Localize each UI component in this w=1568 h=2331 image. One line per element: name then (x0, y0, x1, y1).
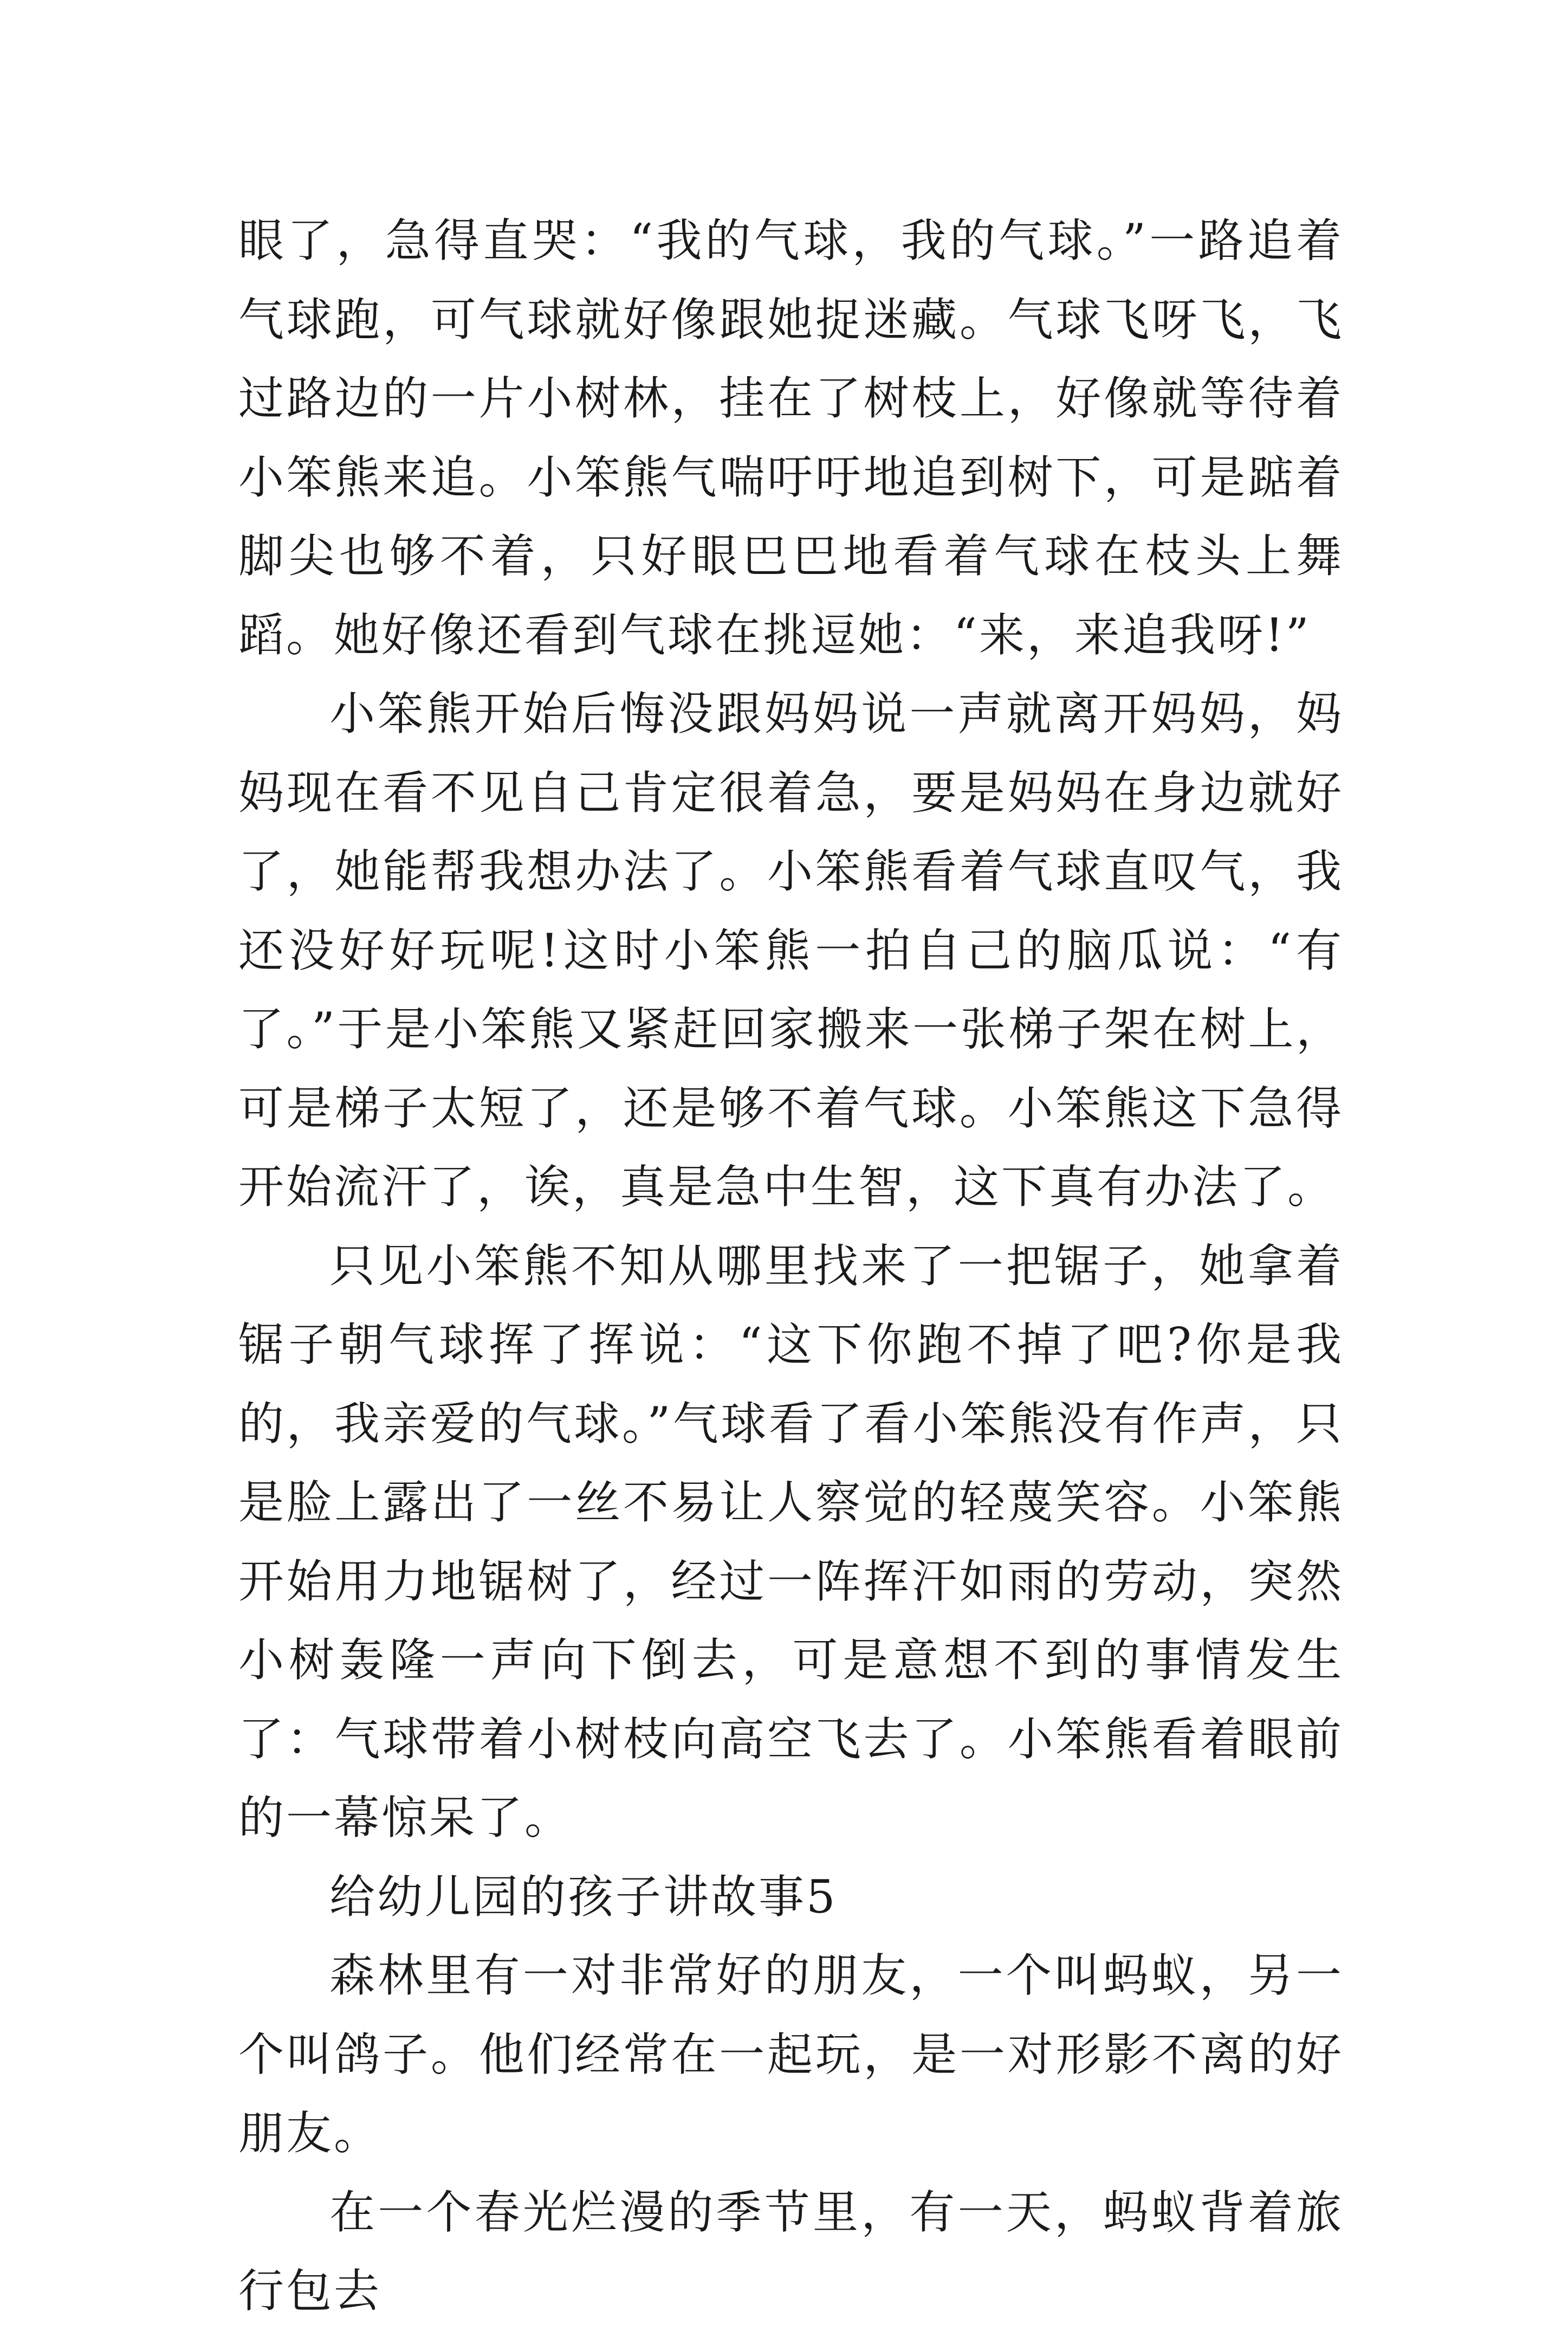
paragraph-3: 只见小笨熊不知从哪里找来了一把锯子，她拿着锯子朝气球挥了挥说：“这下你跑不掉了吧?你是我的，我亲爱的气球。”气球看了看小笨熊没有作声，只是脸上露出了一丝不易让人察觉的轻蔑笑容。小笨熊开始用力地锯树了，经过一阵挥汗如雨的劳动，突然小树轰隆一声向下倒去，可是意想不到的事情发生了：气球带着小树枝向高空飞去了。小笨熊看着眼前的一幕惊呆了。 (238, 1239, 1344, 1844)
paragraph-2: 小笨熊开始后悔没跟妈妈说一声就离开妈妈，妈妈现在看不见自己肯定很着急，要是妈妈在身边就好了，她能帮我想办法了。小笨熊看着气球直叹气，我还没好好玩呢!这时小笨熊一拍自己的脑瓜说：“有了。”于是小笨熊又紧赶回家搬来一张梯子架在树上，可是梯子太短了，还是够不着气球。小笨熊这下急得开始流汗了，诶，真是急中生智，这下真有办法了。 (238, 687, 1344, 1213)
story-heading: 给幼儿园的孩子讲故事5 (329, 1870, 838, 1923)
paragraph-5: 在一个春光烂漫的季节里，有一天，蚂蚁背着旅行包去 (238, 2185, 1344, 2317)
document-body (238, 202, 1344, 2331)
paragraph-4: 森林里有一对非常好的朋友，一个叫蚂蚁，另一个叫鸽子。他们经常在一起玩，是一对形影不离的好朋友。 (238, 1949, 1344, 2160)
paragraph-1: 眼了，急得直哭：“我的气球，我的气球。”一路追着气球跑，可气球就好像跟她捉迷藏。气球飞呀飞，飞过路边的一片小树林，挂在了树枝上，好像就等待着小笨熊来追。小笨熊气喘吁吁地追到树下，可是踮着脚尖也够不着，只好眼巴巴地看着气球在枝头上舞蹈。她好像还看到气球在挑逗她：“来，来追我呀!” (238, 214, 1344, 662)
